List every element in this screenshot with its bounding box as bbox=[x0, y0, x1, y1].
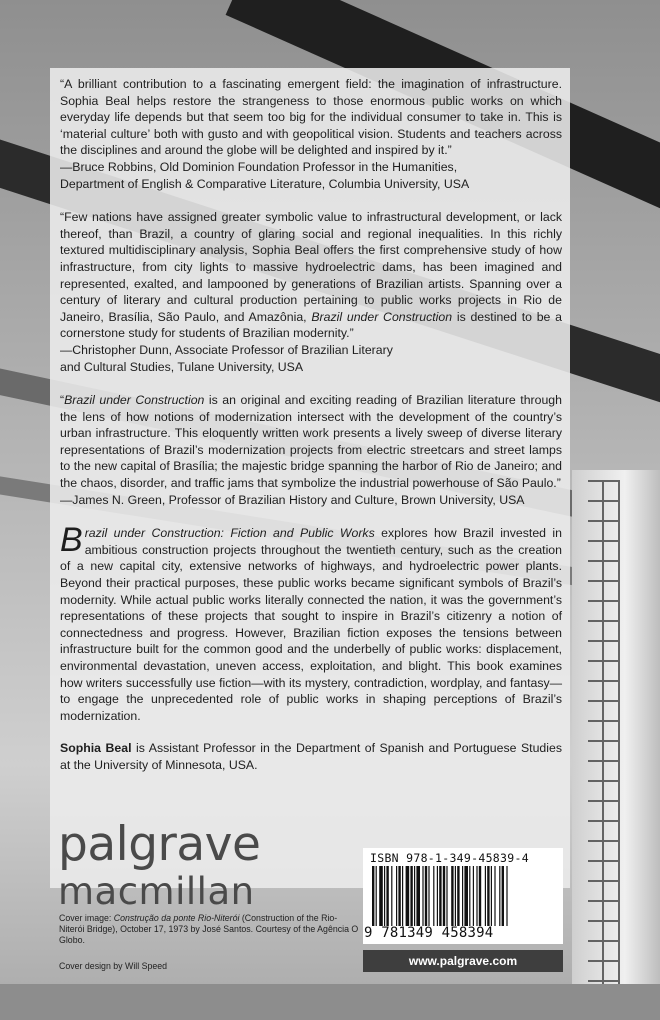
cover-design-credit: Cover design by Will Speed bbox=[59, 961, 168, 971]
barcode-bar bbox=[437, 866, 438, 926]
blurb-quote: “Few nations have assigned greater symbolic value to infrastructural development, or lack thereof, than Brazil, a country of glaring social and regional inequalities. In this richly textured multidisciplinary analysis, Sophia Beal offers the first comprehensive study of how infrastructure, from city lights to massive hydroelectric dams, has been imagined and represented, exalted, and lampooned by generations of Brazilian artists. Spanning over a century of literary and cultural production pertaining to public works projects in Rio de Janeiro, Brasília, São Paulo, and Amazônia, Brazil under Construction is destined to be a cornerstone study for students of Brazilian modernity.” bbox=[60, 210, 562, 341]
barcode-bar bbox=[433, 866, 434, 926]
barcode-bar bbox=[464, 866, 468, 926]
barcode-bar bbox=[499, 866, 500, 926]
review-blurb bbox=[60, 76, 562, 192]
review-blurb bbox=[60, 392, 562, 508]
barcode-bar bbox=[455, 866, 456, 926]
barcode-bar bbox=[406, 866, 410, 926]
book-title: Brazil under Construction bbox=[311, 309, 453, 324]
review-blurb bbox=[60, 209, 562, 375]
barcode-bar bbox=[391, 866, 392, 926]
back-cover-text bbox=[60, 76, 562, 774]
barcode-bar bbox=[425, 866, 427, 926]
water bbox=[0, 984, 660, 1020]
barcode-bar bbox=[396, 866, 397, 926]
barcode-bar bbox=[473, 866, 474, 926]
blurb-attribution: —Christopher Dunn, Associate Professor of Brazilian Literary bbox=[60, 342, 393, 357]
barcode-bar bbox=[398, 866, 400, 926]
barcode-bar bbox=[428, 866, 429, 926]
scaffolding bbox=[588, 480, 620, 1000]
barcode-bar bbox=[416, 866, 420, 926]
blurb-attribution: and Cultural Studies, Tulane University, USA bbox=[60, 359, 304, 374]
barcode-bar bbox=[451, 866, 453, 926]
barcode-bar bbox=[506, 866, 507, 926]
author-bio: Sophia Beal is Assistant Professor in the Department of Spanish and Portuguese Studies at the University of Minnesota, USA. bbox=[60, 741, 562, 772]
drop-cap: B bbox=[60, 521, 83, 560]
barcode-bar bbox=[485, 866, 486, 926]
blurb-attribution: Department of English & Comparative Literature, Columbia University, USA bbox=[60, 176, 470, 191]
publisher-logo: palgrave macmillan bbox=[58, 817, 261, 913]
isbn-label: ISBN 978-1-349-45839-4 bbox=[370, 851, 529, 865]
barcode-bar bbox=[443, 866, 445, 926]
author-name: Sophia Beal bbox=[60, 741, 132, 756]
barcode-bar bbox=[457, 866, 459, 926]
blurb-attribution: —Bruce Robbins, Old Dominion Foundation Professor in the Humanities, bbox=[60, 159, 458, 174]
barcode-bar bbox=[410, 866, 412, 926]
barcode-bar bbox=[502, 866, 504, 926]
barcode-bar bbox=[414, 866, 415, 926]
book-description: Brazil under Construction: Fiction and Public Works explores how Brazil invested in ambitious construction projects throughout the twentieth century, such as the creation of a new capital city, extensive networks of highways, and hydroelectric power plants. Beyond their practical purposes, these public works became significant symbols of Brazil’s modernity. While actual public works literally connected the nation, it was the government’s representations of these projects that sought to inspire in Brazil’s citizenry a notion of connectedness and progress. However, Brazilian fiction exposes the tensions between infrastructure built for the common good and the underbelly of public works: displacement, environmental devastation, uneven access, exploitation, and blight. This book examines how writers successfully use fiction—with its mystery, contradiction, wordplay, and fantasy—to engage the unprecedented role of public works in shaping perceptions of Brazil’s modernization. bbox=[60, 521, 562, 723]
blurb-attribution: —James N. Green, Professor of Brazilian History and Culture, Brown University, USA bbox=[60, 492, 525, 507]
barcode-bar bbox=[384, 866, 385, 926]
cover-image-credit: Cover image: Construção da ponte Rio-Niterói (Construction of the Rio-Niterói Bridge), October 17, 1973 by José Santos. Courtesy of the Agência O Globo. bbox=[59, 913, 359, 945]
barcode-bar bbox=[469, 866, 470, 926]
book-title: Brazil under Construction bbox=[64, 393, 205, 408]
barcode-number: 9 781349 458394 bbox=[364, 925, 494, 941]
barcode-bar bbox=[476, 866, 477, 926]
barcode bbox=[372, 866, 556, 926]
barcode-bar bbox=[446, 866, 447, 926]
website-link[interactable]: www.palgrave.com bbox=[363, 950, 563, 972]
barcode-bar bbox=[494, 866, 495, 926]
barcode-bar bbox=[372, 866, 374, 926]
barcode-bar bbox=[439, 866, 441, 926]
barcode-bar bbox=[462, 866, 463, 926]
blurb-quote: “Brazil under Construction is an original and exciting reading of Brazilian literature through the lens of how notions of modernization intersect with the development of the country’s urban infrastructure. This eloquently written work presents a lively sweep of diverse literary representations of Brazil’s modernization projects from electric streetcars and street lamps to the new capital of Brasília; the majestic bridge spanning the harbor of Rio de Janeiro; and the chaos, disorder, and traffic jams that symbolize the industrial powerhouse of São Paulo.” bbox=[60, 393, 562, 491]
blurb-quote: “A brilliant contribution to a fascinating emergent field: the imagination of infrastructure. Sophia Beal helps restore the strangeness to those enormous public works on which everyday life depends but that seem too big for the individual consumer to take in. This is ‘material culture’ both with gusto and with geopolitical vision. Students and teachers across the disciplines and around the globe will be delighted and inspired by it.” bbox=[60, 77, 562, 158]
book-title: razil under Construction: Fiction and Public Works bbox=[84, 526, 375, 541]
barcode-bar bbox=[487, 866, 489, 926]
barcode-bar bbox=[379, 866, 383, 926]
barcode-bar bbox=[491, 866, 492, 926]
barcode-bar bbox=[402, 866, 403, 926]
barcode-bar bbox=[386, 866, 388, 926]
barcode-bar bbox=[479, 866, 481, 926]
barcode-bar bbox=[422, 866, 423, 926]
barcode-bar bbox=[376, 866, 377, 926]
